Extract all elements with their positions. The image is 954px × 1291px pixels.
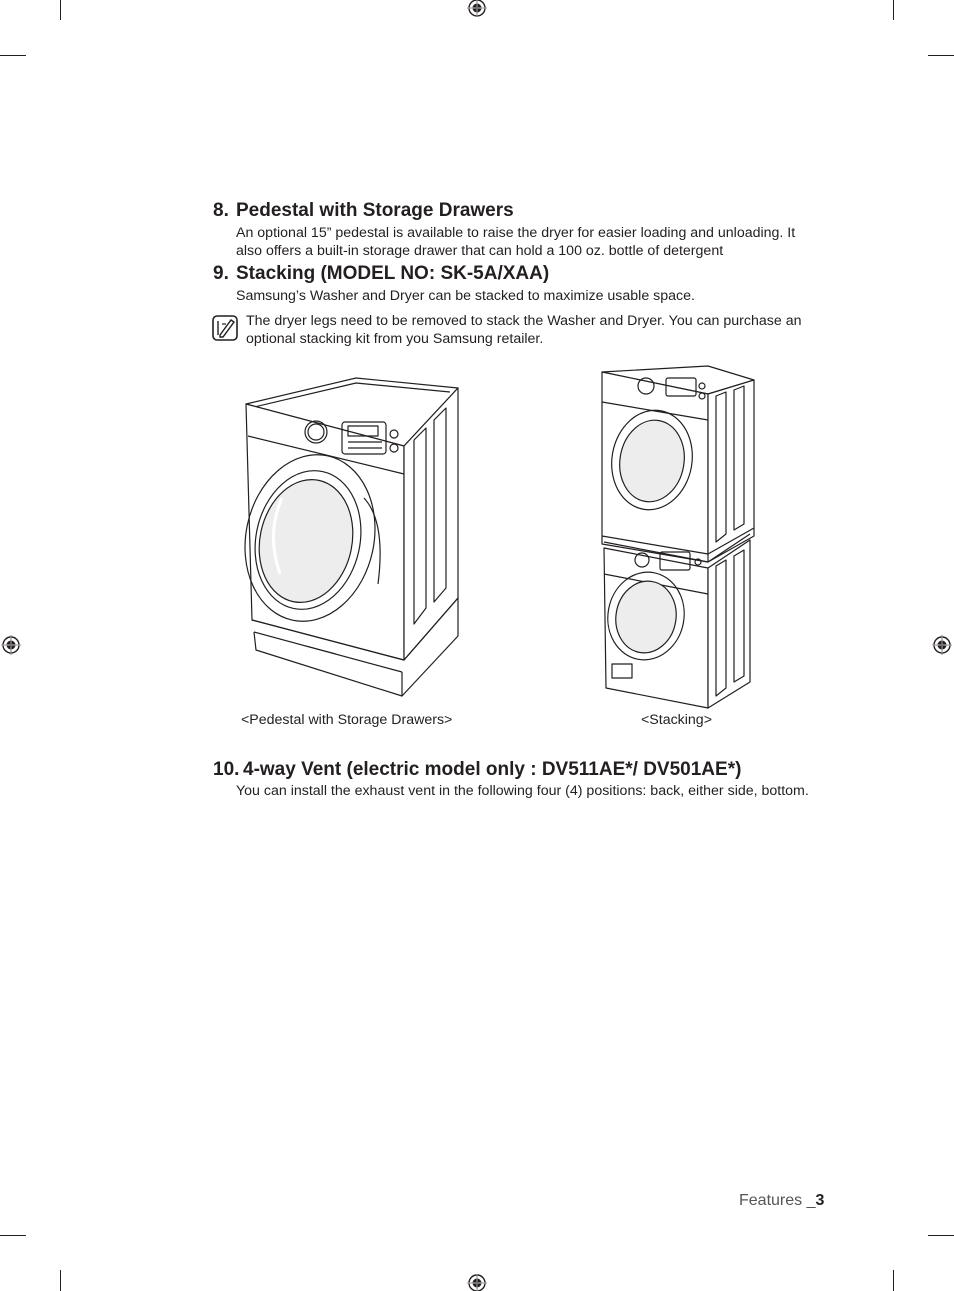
- section-title-pedestal: Pedestal with Storage Drawers: [236, 200, 514, 221]
- crop-mark: [0, 1235, 26, 1236]
- figure-caption-pedestal: <Pedestal with Storage Drawers>: [241, 712, 453, 728]
- section-number: 10.: [213, 759, 240, 780]
- section-text-stacking: Samsung’s Washer and Dryer can be stacked to maximize usable space.: [236, 288, 695, 304]
- note-pencil-icon: [212, 315, 238, 341]
- registration-mark-icon: [0, 634, 22, 656]
- crop-mark: [893, 0, 894, 20]
- crop-mark: [60, 1270, 61, 1291]
- crop-mark: [60, 0, 61, 20]
- footer-section-label: Features _: [739, 1192, 816, 1209]
- figure-caption-stacking: <Stacking>: [641, 712, 712, 728]
- section-title-stacking: Stacking (MODEL NO: SK-5A/XAA): [236, 263, 550, 284]
- note-text: The dryer legs need to be removed to stack the Washer and Dryer. You can purchase an optional stacking kit from you Samsung retailer.: [246, 313, 802, 347]
- section-text-vent: You can install the exhaust vent in the following four (4) positions: back, either side, bottom.: [236, 783, 809, 799]
- crop-mark: [893, 1270, 894, 1291]
- registration-mark-icon: [466, 0, 488, 18]
- crop-mark: [0, 55, 26, 56]
- registration-mark-icon: [466, 1273, 488, 1291]
- page-number: 3: [815, 1192, 825, 1209]
- page-footer: [739, 1192, 824, 1210]
- section-title-vent: 4-way Vent (electric model only : DV511AE*/ DV501AE*): [243, 759, 742, 780]
- crop-mark: [928, 1235, 954, 1236]
- section-number: 9.: [213, 263, 229, 284]
- section-text-pedestal: An optional 15” pedestal is available to raise the dryer for easier loading and unloading. It also offers a built-in storage drawer that can hold a 100 oz. bottle of detergent: [236, 225, 796, 259]
- crop-mark: [928, 55, 954, 56]
- registration-mark-icon: [931, 634, 953, 656]
- section-number: 8.: [213, 200, 229, 221]
- stacked-washer-dryer-illustration: [596, 364, 760, 710]
- pedestal-dryer-illustration: [236, 374, 464, 702]
